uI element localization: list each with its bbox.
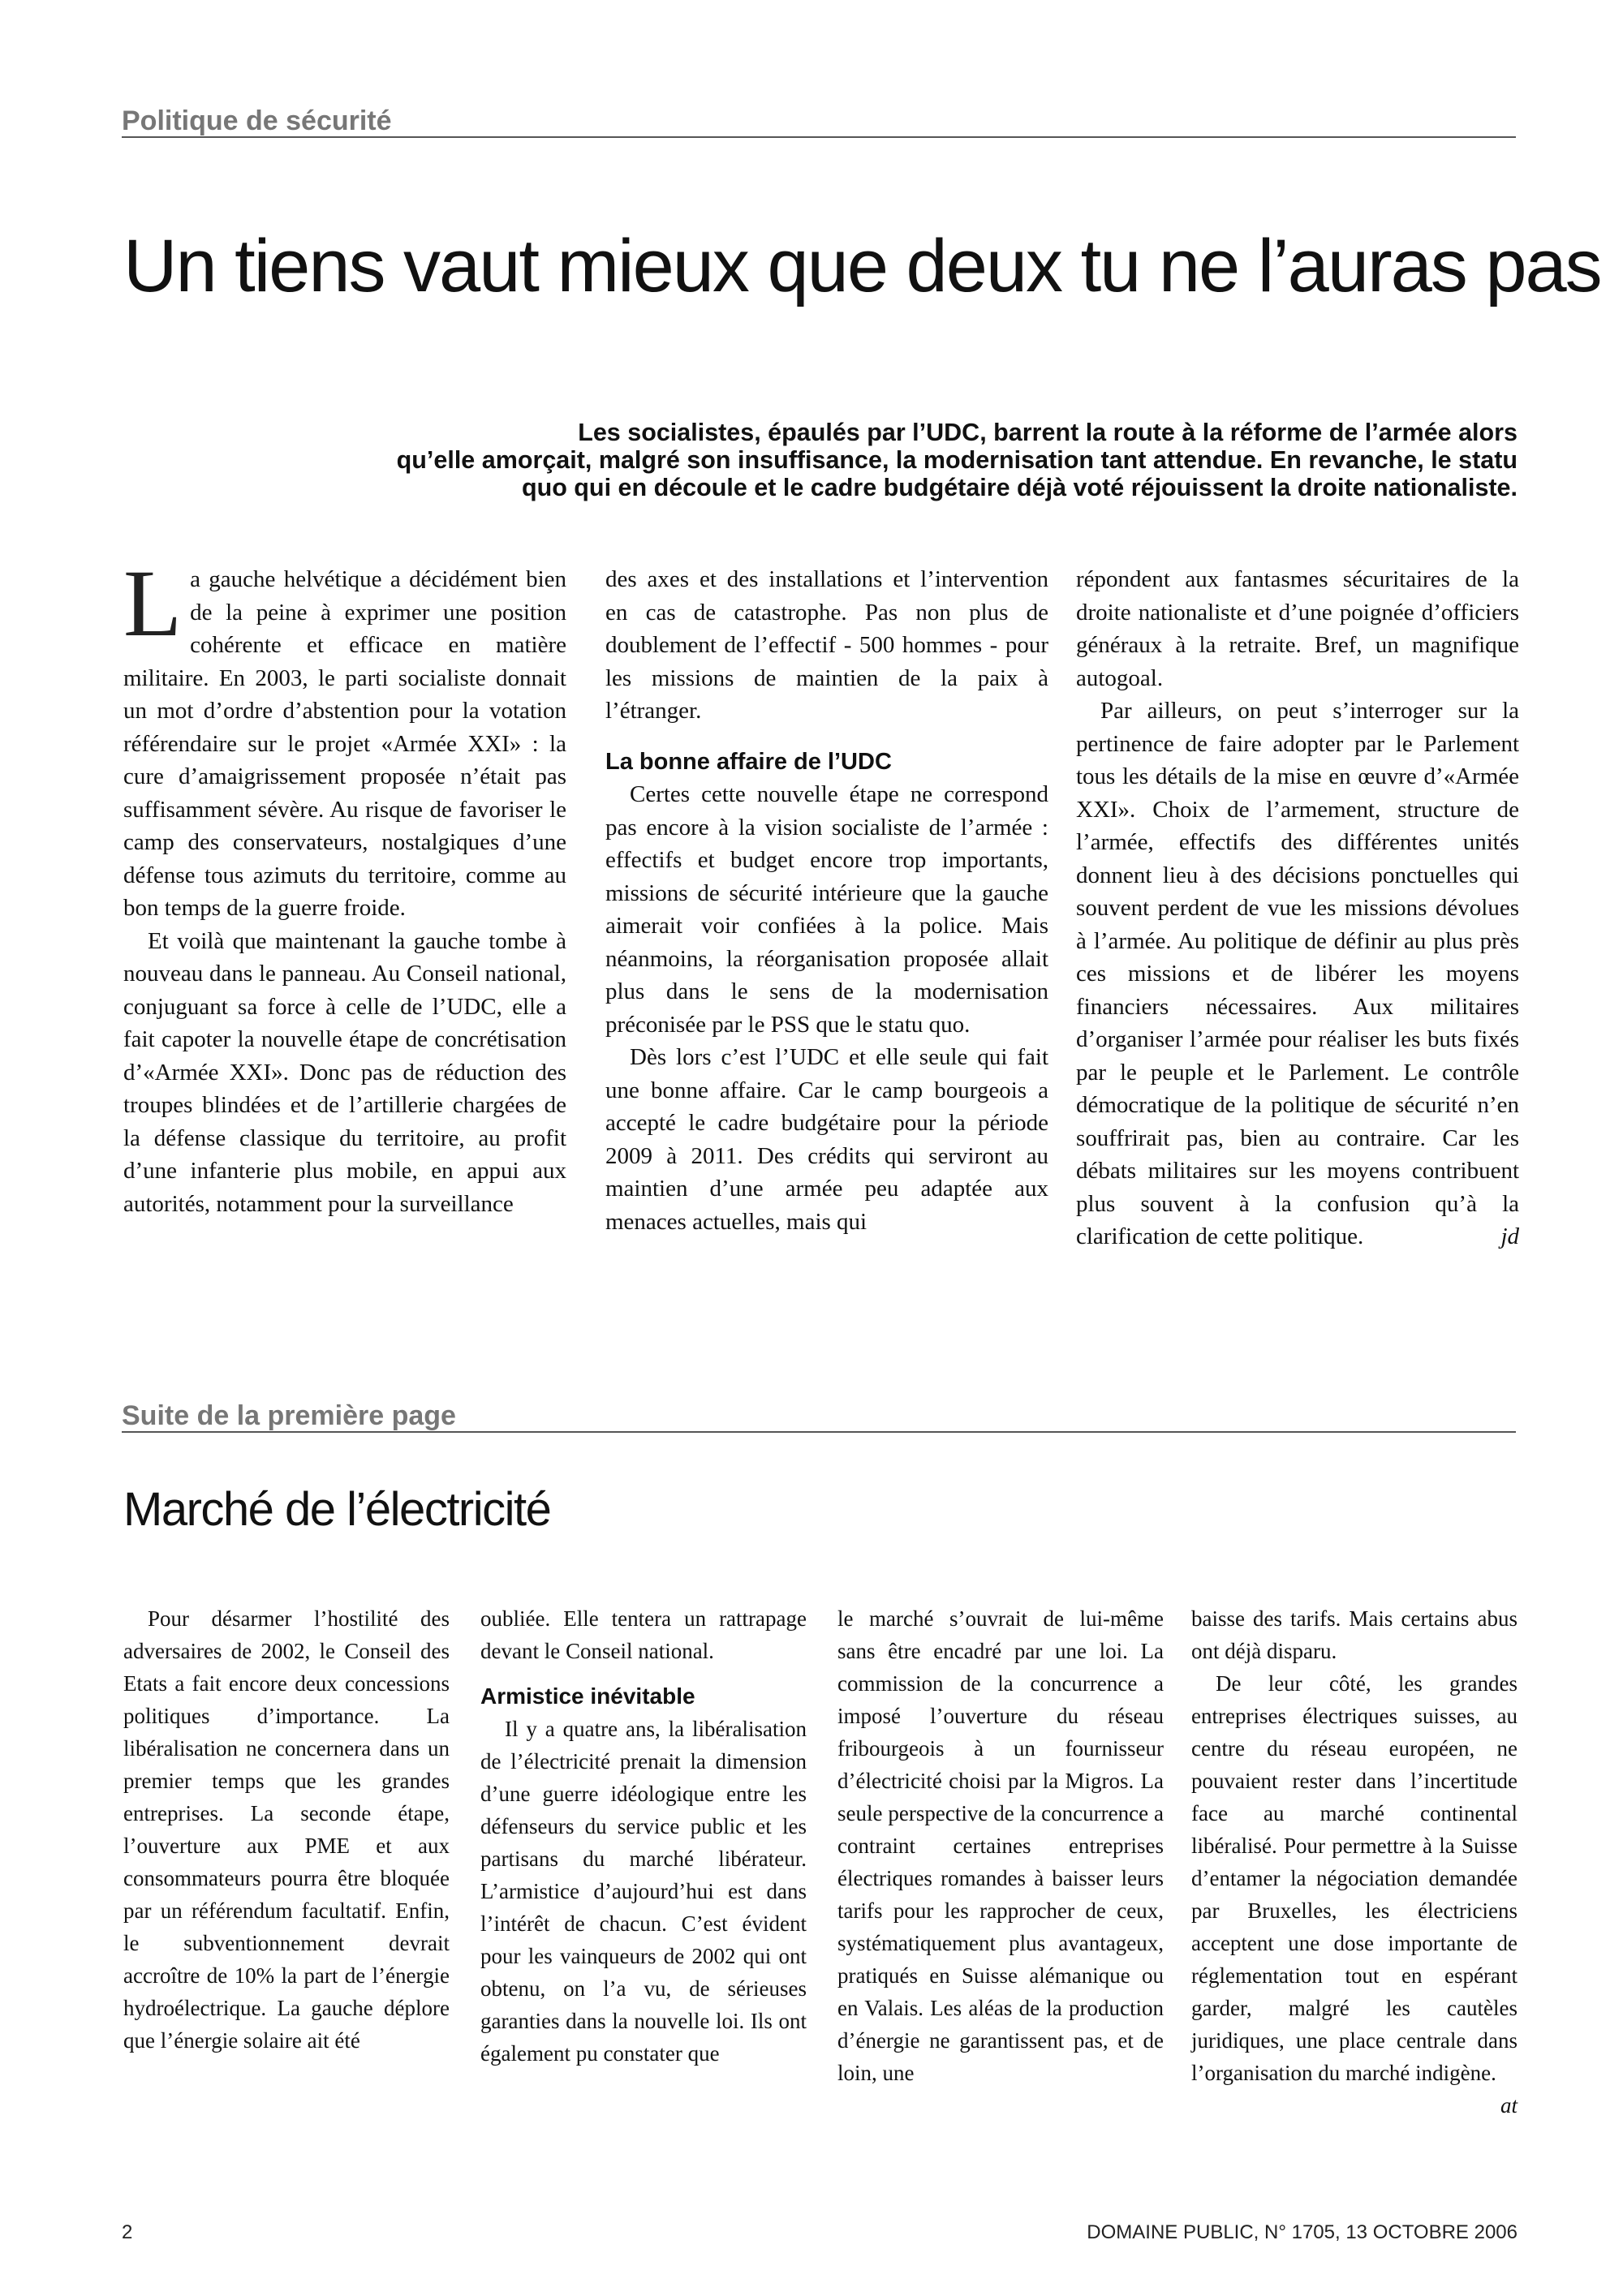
article2-column-4 (1191, 1602, 1518, 2122)
article1-column-1 (123, 550, 566, 1220)
article-lead (162, 419, 1518, 501)
body-paragraph (123, 550, 566, 925)
article-title: Marché de l’électricité (123, 1483, 551, 1536)
paragraph-text: Par ailleurs, on peut s’interroger sur la pertinence de faire adopter par le Parlement tous les détails de la mise en œuvre d’«Armée XXI». Choix de l’armement, structure de l’armée, effectifs des différentes unités donnent lieu à des décisions ponctuelles qui souvent perdent de vue les missions dévolues à l’armée. Au politique de définir au plus près ces missions et de libérer les moyens financiers nécessaires. Aux militaires d’organiser l’armée pour réaliser les buts fixés par le peuple et le Parlement. Le contrôle démocratique de la politique de sécurité n’en souffrirait pas, bien au contraire. Car les débats militaires sur les moyens contribuent plus souvent à la confusion qu’à la clarification de cette politique. (1076, 698, 1519, 1249)
body-paragraph: baisse des tarifs. Mais certains abus ont déjà disparu. (1191, 1606, 1518, 1663)
author-signature: at (1500, 2093, 1518, 2118)
body-paragraph: répondent aux fantasmes sécuritaires de la droite nationaliste et d’une poignée d’officiers généraux à la retraite. Bref, un magnifique autogoal. (1076, 566, 1519, 691)
lead-line: Les socialistes, épaulés par l’UDC, barrent la route à la réforme de l’armée alors (578, 419, 1518, 446)
body-paragraph: Dès lors c’est l’UDC et elle seule qui fait une bonne affaire. Car le camp bourgeois a accepté le cadre budgétaire pour la période 2009 à 2011. Des crédits qui serviront au maintien d’une armée peu adaptée aux menaces actuelles, mais qui (605, 1044, 1048, 1235)
article2-column-3 (837, 1602, 1164, 2089)
article1-column-2 (605, 563, 1048, 1238)
publication-info: DOMAINE PUBLIC, N° 1705, 13 OCTOBRE 2006 (1087, 2221, 1518, 2243)
section-rubric-security: Politique de sécurité (122, 107, 1516, 138)
body-paragraph: Certes cette nouvelle étape ne correspond pas encore à la vision socialiste de l’armée : effectifs et budget encore trop importants, missions de sécurité intérieure que la gauche aimerait voir confiées à la police. Mais néanmoins, la réorganisation proposée allait plus dans le sens de la modernisation préconisée par le PSS que le statu quo. (605, 781, 1048, 1038)
article-title: Un tiens vaut mieux que deux tu ne l’auras pas (123, 225, 1601, 307)
body-paragraph: des axes et des installations et l’intervention en cas de catastrophe. Pas non plus de doublement de l’effectif - 500 hommes - pour les missions de maintien de la paix à l’étranger. (605, 566, 1048, 724)
page-number: 2 (122, 2221, 133, 2243)
paragraph-text: a gauche helvétique a décidément bien de la peine à exprimer une position cohérente et efficace en matière militaire. En 2003, le parti socialiste donnait un mot d’ordre d’abstention pour la votation référendaire sur le projet «Armée XXI» : la cure d’amaigrissement proposée n’était pas suffisamment sévère. Au risque de favoriser le camp des conservateurs, nostalgiques d’une défense tous azimuts du territoire, comme au bon temps de la guerre froide. (123, 566, 566, 921)
lead-line: qu’elle amorçait, malgré son insuffisance, la modernisation tant attendue. En revanche, le statu (396, 446, 1518, 474)
body-paragraph: Et voilà que maintenant la gauche tombe à nouveau dans le panneau. Au Conseil national, conjuguant sa force à celle de l’UDC, elle a fait capoter la nouvelle étape de concrétisation d’«Armée XXI». Donc pas de réduction des troupes blindées et de l’artillerie chargées de la défense classique du territoire, au profit d’une infanterie plus mobile, en appui aux autorités, notamment pour la surveillance (123, 927, 566, 1217)
article2-column-1 (123, 1602, 450, 2057)
body-paragraph (1076, 694, 1519, 1253)
drop-cap: L (123, 550, 183, 656)
lead-line: quo qui en découle et le cadre budgétaire déjà voté réjouissent la droite nationaliste. (521, 474, 1518, 501)
body-paragraph: oubliée. Elle tentera un rattrapage devant le Conseil national. (480, 1606, 807, 1663)
section-rubric-continuation: Suite de la première page (122, 1402, 1516, 1433)
paragraph-text: De leur côté, les grandes entreprises électriques suisses, au centre du réseau européen, ne pouvaient rester dans l’incertitude face au marché continental libéralisé. Pour permettre à la Suisse d’entamer la négociation demandée par Bruxelles, les électriciens acceptent une dose importante de réglementation tout en espérant garder, malgré les cautèles juridiques, une place centrale dans l’organisation du marché indigène. (1191, 1671, 1518, 2085)
body-paragraph (1191, 1667, 1518, 2118)
body-paragraph: le marché s’ouvrait de lui-même sans être encadré par une loi. La commission de la concurrence a imposé l’ouverture du réseau fribourgeois à un fournisseur d’électricité choisi par la Migros. La seule perspective de la concurrence a contraint certaines entreprises électriques romandes à baisser leurs tarifs pour les rapprocher de ceux, systématiquement plus avantageux, pratiqués en Suisse alémanique ou en Valais. Les aléas de la production d’énergie ne garantissent pas, et de loin, une (837, 1606, 1164, 2085)
subheading: Armistice inévitable (480, 1683, 695, 1709)
author-signature: jd (1500, 1223, 1519, 1249)
article1-column-3 (1076, 563, 1519, 1253)
subheading: La bonne affaire de l’UDC (605, 748, 892, 775)
body-paragraph: Il y a quatre ans, la libéralisation de l’électricité prenait la dimension d’une guerre idéologique entre les défenseurs du service public et les partisans du marché libérateur. L’armistice d’aujourd’hui est dans l’intérêt de chacun. C’est évident pour les vainqueurs de 2002 qui ont obtenu, on l’a vu, de sérieuses garanties dans la nouvelle loi. Ils ont également pu constater que (480, 1717, 807, 2066)
article2-column-2 (480, 1602, 807, 2070)
body-paragraph: Pour désarmer l’hostilité des adversaires de 2002, le Conseil des Etats a fait encore deux concessions politiques d’importance. La libéralisation ne concernera dans un premier temps que les grandes entreprises. La seconde étape, l’ouverture aux PME et aux consommateurs pourra être bloquée par un référendum facultatif. Enfin, le subventionnement devrait accroître de 10% la part de l’énergie hydroélectrique. La gauche déplore que l’énergie solaire ait été (123, 1606, 450, 2053)
